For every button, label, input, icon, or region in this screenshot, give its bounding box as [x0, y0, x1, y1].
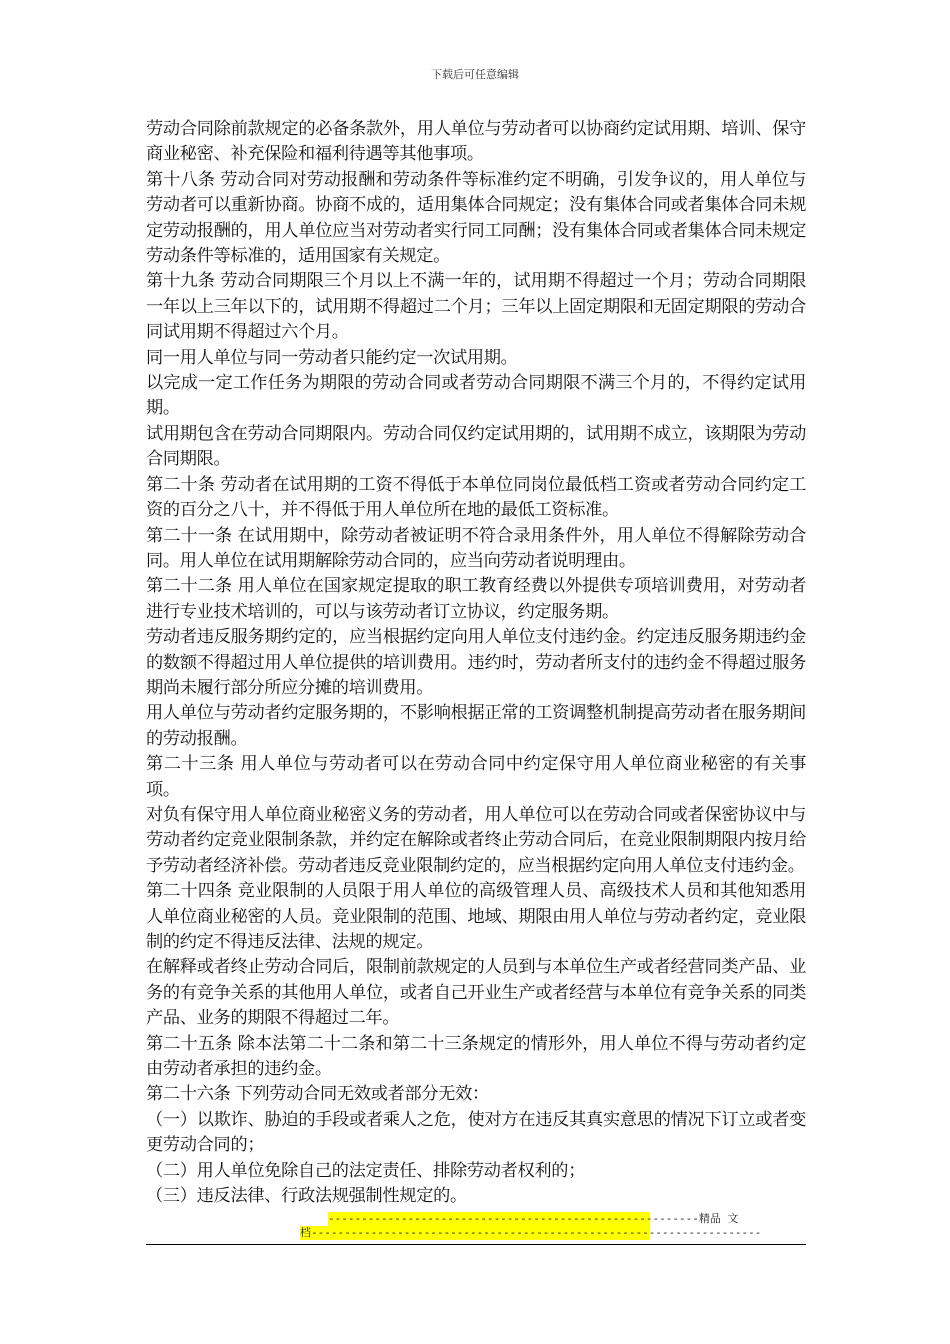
paragraph: 第二十一条 在试用期中，除劳动者被证明不符合录用条件外，用人单位不得解除劳动合同。用人单位在试用期解除劳动合同的，应当向劳动者说明理由。 [146, 525, 806, 571]
paragraph: 第二十条 劳动者在试用期的工资不得低于本单位同岗位最低档工资或者劳动合同约定工资的百分之八十，并不得低于用人单位所在地的最低工资标准。 [146, 474, 806, 521]
paragraph: 同一用人单位与同一劳动者只能约定一次试用期。 [146, 347, 518, 368]
paragraph: 劳动者违反服务期约定的，应当根据约定向用人单位支付违约金。约定违反服务期违约金的数额不得超过用人单位提供的培训费用。违约时，劳动者所支付的违约金不得超过服务期尚未履行部分所应分摊的培训费用。 [146, 627, 806, 698]
paragraph: 第二十三条 用人单位与劳动者可以在劳动合同中约定保守用人单位商业秘密的有关事项。 [146, 754, 806, 800]
footer-watermark [300, 1212, 762, 1240]
document-body [146, 117, 806, 1209]
paragraph: 第二十六条 下列劳动合同无效或者部分无效： [146, 1084, 489, 1105]
paragraph: 劳动合同除前款规定的必备条款外，用人单位与劳动者可以协商约定试用期、培训、保守商业秘密、补充保险和福利待遇等其他事项。 [146, 119, 806, 165]
paragraph: 第十九条 劳动合同期限三个月以上不满一年的，试用期不得超过一个月；劳动合同期限一年以上三年以下的，试用期不得超过二个月；三年以上固定期限和无固定期限的劳动合同试用期不得超过六个月。 [146, 271, 806, 343]
paragraph: （一）以欺诈、胁迫的手段或者乘人之危，使对方在违反其真实意思的情况下订立或者变更劳动合同的； [146, 1109, 806, 1156]
paragraph: 在解释或者终止劳动合同后，限制前款规定的人员到与本单位生产或者经营同类产品、业务的有竞争关系的其他用人单位，或者自己开业生产或者经营与本单位有竞争关系的同类产品、业务的期限不得超过二年。 [146, 957, 806, 1029]
paragraph: 对负有保守用人单位商业秘密义务的劳动者，用人单位可以在劳动合同或者保密协议中与劳动者约定竞业限制条款，并约定在解除或者终止劳动合同后，在竞业限制期限内按月给予劳动者经济补偿。劳动者违反竞业限制约定的，应当根据约定向用人单位支付违约金。 [146, 804, 806, 876]
paragraph: 第二十五条 除本法第二十二条和第二十三条规定的情形外，用人单位不得与劳动者约定由劳动者承担的违约金。 [146, 1033, 806, 1080]
paragraph: （二）用人单位免除自己的法定责任、排除劳动者权利的； [146, 1160, 586, 1181]
footer-line-1: --------------------------------------------------------精品 文 [328, 1212, 739, 1225]
paragraph: （三）违反法律、行政法规强制性规定的。 [146, 1186, 467, 1207]
paragraph: 试用期包含在劳动合同期限内。劳动合同仅约定试用期的，试用期不成立，该期限为劳动合同期限。 [146, 423, 806, 470]
paragraph: 第二十四条 竞业限制的人员限于用人单位的高级管理人员、高级技术人员和其他知悉用人单位商业秘密的人员。竞业限制的范围、地域、期限由用人单位与劳动者约定，竞业限制的约定不得违反法律、法规的规定。 [146, 881, 806, 952]
paragraph: 用人单位与劳动者约定服务期的，不影响根据正常的工资调整机制提高劳动者在服务期间的劳动报酬。 [146, 703, 806, 749]
page-header: 下载后可任意编辑 [431, 68, 519, 81]
footer-divider [146, 1244, 806, 1245]
paragraph: 以完成一定工作任务为期限的劳动合同或者劳动合同期限不满三个月的，不得约定试用期。 [146, 373, 806, 419]
paragraph: 第十八条 劳动合同对劳动报酬和劳动条件等标准约定不明确，引发争议的，用人单位与劳动者可以重新协商。协商不成的，适用集体合同规定；没有集体合同或者集体合同未规定劳动报酬的，用人单位应当对劳动者实行同工同酬；没有集体合同或者集体合同未规定劳动条件等标准的，适用国家有关规定。 [146, 169, 806, 267]
footer-line-2: 档-------------------------------------------------------------------- [300, 1226, 762, 1239]
paragraph: 第二十二条 用人单位在国家规定提取的职工教育经费以外提供专项培训费用，对劳动者进行专业技术培训的，可以与该劳动者订立协议，约定服务期。 [146, 576, 806, 622]
